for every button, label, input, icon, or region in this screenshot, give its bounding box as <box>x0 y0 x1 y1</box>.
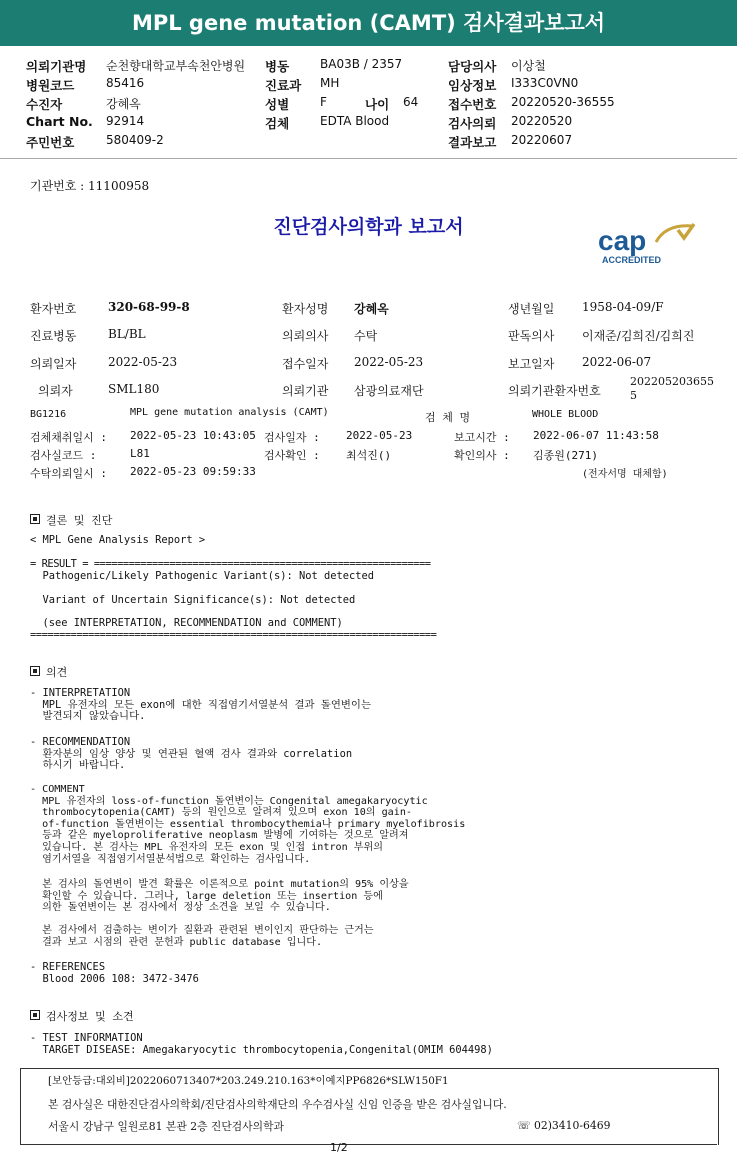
lab-address: 서울시 강남구 일원로81 본관 2층 진단검사의학과 <box>48 1120 284 1133</box>
cap-logo-icon <box>596 220 696 266</box>
value-age: 64 <box>403 95 419 109</box>
label-accession-no: 접수번호 <box>448 97 497 112</box>
label-requesting-institution: 의뢰기관명 <box>26 59 87 74</box>
value-collection-time: 2022-05-23 10:43:05 <box>130 429 256 442</box>
result-pathogenic: Pathogenic/Likely Pathogenic Variant(s): Not detected <box>30 570 375 582</box>
result-end-line: ====================================================================== <box>30 629 437 641</box>
value-requesting-institution: 순천향대학교부속천안병원 <box>106 59 246 73</box>
label-specimen-name: 검 체 명 <box>425 411 471 424</box>
label-department: 진료과 <box>265 78 302 93</box>
value-hospital-code: 85416 <box>106 76 145 90</box>
value-report-time: 2022-06-07 11:43:58 <box>533 429 659 442</box>
value-sex: F <box>320 95 327 109</box>
value-patient-number: 320-68-99-8 <box>108 300 190 314</box>
value-patient-name: 강혜옥 <box>106 97 141 111</box>
label-clinic-ward: 진료병동 <box>30 329 77 343</box>
section-test-info-title: 검사정보 및 소견 <box>46 1010 134 1023</box>
value-test-request: 20220520 <box>511 114 573 128</box>
value-confirm-doctor: 김종원(271) <box>533 449 598 462</box>
comment-text-3: 본 검사에서 검출하는 변이가 질환과 관련된 변이인지 판단하는 근거는 결과 보고 시점의 관련 문헌과 public database 입니다. <box>42 925 374 948</box>
section-opinion-heading <box>30 664 67 680</box>
lab-phone-number: 02)3410-6469 <box>533 1119 611 1132</box>
label-clinical-info: 임상정보 <box>448 78 497 93</box>
value-attending-doctor: 이상철 <box>511 59 546 73</box>
label-request-time: 수탁의뢰일시 : <box>30 467 108 480</box>
esign-note: (전자서명 대체함) <box>582 469 668 480</box>
value-reading-doctor: 이재준/김희진/김희진 <box>582 329 695 343</box>
result-vus: Variant of Uncertain Significance(s): Not detected <box>30 594 356 606</box>
label-ward: 병동 <box>265 59 290 74</box>
value-clinical-info: I333C0VN0 <box>511 76 579 90</box>
value-request-date: 2022-05-23 <box>108 355 178 369</box>
label-hospital-code: 병원코드 <box>26 78 75 93</box>
label-org-patient-number: 의뢰기관환자번호 <box>508 384 601 398</box>
divider <box>0 158 737 159</box>
section-test-info-heading <box>30 1008 134 1024</box>
phone-icon: ☏ <box>517 1119 531 1132</box>
label-collection-time: 검체채취일시 : <box>30 431 108 444</box>
cap-accredited-logo <box>596 220 696 266</box>
interpretation-text: - INTERPRETATION MPL 유전자의 모든 exon에 대한 직접염기서열분석 결과 돌연변이는 발견되지 않았습니다. <box>30 687 371 723</box>
label-lab-code: 검사실코드 : <box>30 449 97 462</box>
value-test-date: 2022-05-23 <box>346 429 413 442</box>
value-org-patient-number: 202205203655 <box>630 375 714 388</box>
result-line: = RESULT = ========================================================== <box>30 558 431 570</box>
value-test-confirm: 최석진() <box>346 449 392 462</box>
label-confirm-doctor: 확인의사 : <box>454 449 510 462</box>
report-header: MPL gene mutation (CAMT) 검사결과보고서 <box>0 0 737 46</box>
label-age: 나이 <box>365 97 390 112</box>
test-code: BG1216 <box>30 409 67 420</box>
cap-logo-text: cap <box>598 225 647 256</box>
references-text: - REFERENCES Blood 2006 108: 3472-3476 <box>30 961 199 985</box>
value-specimen-name: WHOLE BLOOD <box>532 409 599 420</box>
label-patient-number: 환자번호 <box>30 302 77 316</box>
label-report-time: 보고시간 : <box>454 431 510 444</box>
test-name: MPL gene mutation analysis (CAMT) <box>130 407 329 418</box>
value-ward: BA03B / 2357 <box>320 57 403 71</box>
label-receipt-date: 접수일자 <box>282 357 329 371</box>
value-patient-fullname: 강혜옥 <box>354 302 389 316</box>
label-reading-doctor: 판독의사 <box>508 329 555 343</box>
value-resident-no: 580409-2 <box>106 133 164 147</box>
label-referring-doctor: 의뢰의사 <box>282 329 329 343</box>
value-requesting-org: 삼광의료재단 <box>354 384 424 398</box>
comment-text-2: 본 검사의 돌연변이 발견 확률은 이론적으로 point mutation의 95% 이상을 확인할 수 있습니다. 그러나, large deletion 또는 insertion 등에 의한 돌연변이는 본 검사에서 정상 소견을 보일 수 있습니다. <box>42 879 409 914</box>
label-request-date: 의뢰일자 <box>30 357 77 371</box>
label-test-request: 검사의뢰 <box>448 116 497 131</box>
label-requesting-org: 의뢰기관 <box>282 384 329 398</box>
value-birthdate: 1958-04-09/F <box>582 300 664 314</box>
test-information-text: - TEST INFORMATION TARGET DISEASE: Amegakaryocytic thrombocytopenia,Congenital(OMIM 604498) <box>30 1032 493 1056</box>
value-chart-no: 92914 <box>106 114 145 128</box>
label-result-report: 결과보고 <box>448 135 497 150</box>
label-chart-no: Chart No. <box>26 114 93 129</box>
label-sex: 성별 <box>265 97 290 112</box>
label-requester: 의뢰자 <box>38 384 73 398</box>
page-number: 1/2 <box>330 1141 348 1154</box>
agency-number: 기관번호 : 11100958 <box>30 179 150 193</box>
value-result-report: 20220607 <box>511 133 573 147</box>
square-bullet-icon <box>30 1010 40 1020</box>
value-org-patient-number-cont: 5 <box>630 389 637 402</box>
value-receipt-date: 2022-05-23 <box>354 355 424 369</box>
value-report-date: 2022-06-07 <box>582 355 652 369</box>
square-bullet-icon <box>30 514 40 524</box>
lab-phone <box>517 1119 611 1132</box>
label-test-confirm: 검사확인 : <box>264 449 320 462</box>
security-line: [보안등급:대외비]2022060713407*203.249.210.163*이예지PP6826*SLW150F1 <box>48 1075 449 1087</box>
label-resident-no: 주민번호 <box>26 135 75 150</box>
value-specimen: EDTA Blood <box>320 114 390 128</box>
label-patient-fullname: 환자성명 <box>282 302 329 316</box>
comment-text: - COMMENT MPL 유전자의 loss-of-function 돌연변이는 Congenital amegakaryocytic thrombocytopenia(CAMT) 등의 원인으로 알려져 있으며 exon 10의 gain- of-function 돌연변이는 essential thrombocythemia나 primary myelofibrosis 등과 같은 myeloproliferative neoplasm 발병에 기여하는 것으로 알려져 있습니다. 본 검사는 MPL 유전자의 모든 exon 및 인접 intron 부위의 염기서열을 직접염기서열분석법으로 확인하는 검사입니다. <box>30 784 466 865</box>
recommendation-text: - RECOMMENDATION 환자분의 임상 양상 및 연관된 혈액 검사 결과와 correlation 하시기 바랍니다. <box>30 736 353 772</box>
label-specimen: 검체 <box>265 116 290 131</box>
section-opinion-title: 의견 <box>46 666 68 679</box>
square-bullet-icon <box>30 666 40 676</box>
value-referring-doctor: 수탁 <box>354 329 378 343</box>
certification-line: 본 검사실은 대한진단검사의학회/진단검사의학재단의 우수검사실 신임 인증을 받은 검사실입니다. <box>48 1098 507 1111</box>
label-attending-doctor: 담당의사 <box>448 59 497 74</box>
label-test-date: 검사일자 : <box>264 431 320 444</box>
value-department: MH <box>320 76 340 90</box>
value-lab-code: L81 <box>130 447 150 460</box>
result-see-note: (see INTERPRETATION, RECOMMENDATION and COMMENT) <box>30 617 343 629</box>
request-info-block <box>0 50 737 156</box>
report-subheading: < MPL Gene Analysis Report > <box>30 534 206 546</box>
section-conclusion-heading <box>30 512 112 528</box>
label-report-date: 보고일자 <box>508 357 555 371</box>
report-title: 진단검사의학과 보고서 <box>273 216 464 238</box>
value-requester: SML180 <box>108 382 160 396</box>
value-clinic-ward: BL/BL <box>108 327 146 341</box>
section-conclusion-title: 결론 및 진단 <box>46 514 113 527</box>
label-birthdate: 생년월일 <box>508 302 555 316</box>
value-accession-no: 20220520-36555 <box>511 95 615 109</box>
label-patient-name: 수진자 <box>26 97 63 112</box>
cap-logo-sub: ACCREDITED <box>602 255 662 265</box>
footer-divider <box>20 1144 717 1145</box>
value-request-time: 2022-05-23 09:59:33 <box>130 465 256 478</box>
